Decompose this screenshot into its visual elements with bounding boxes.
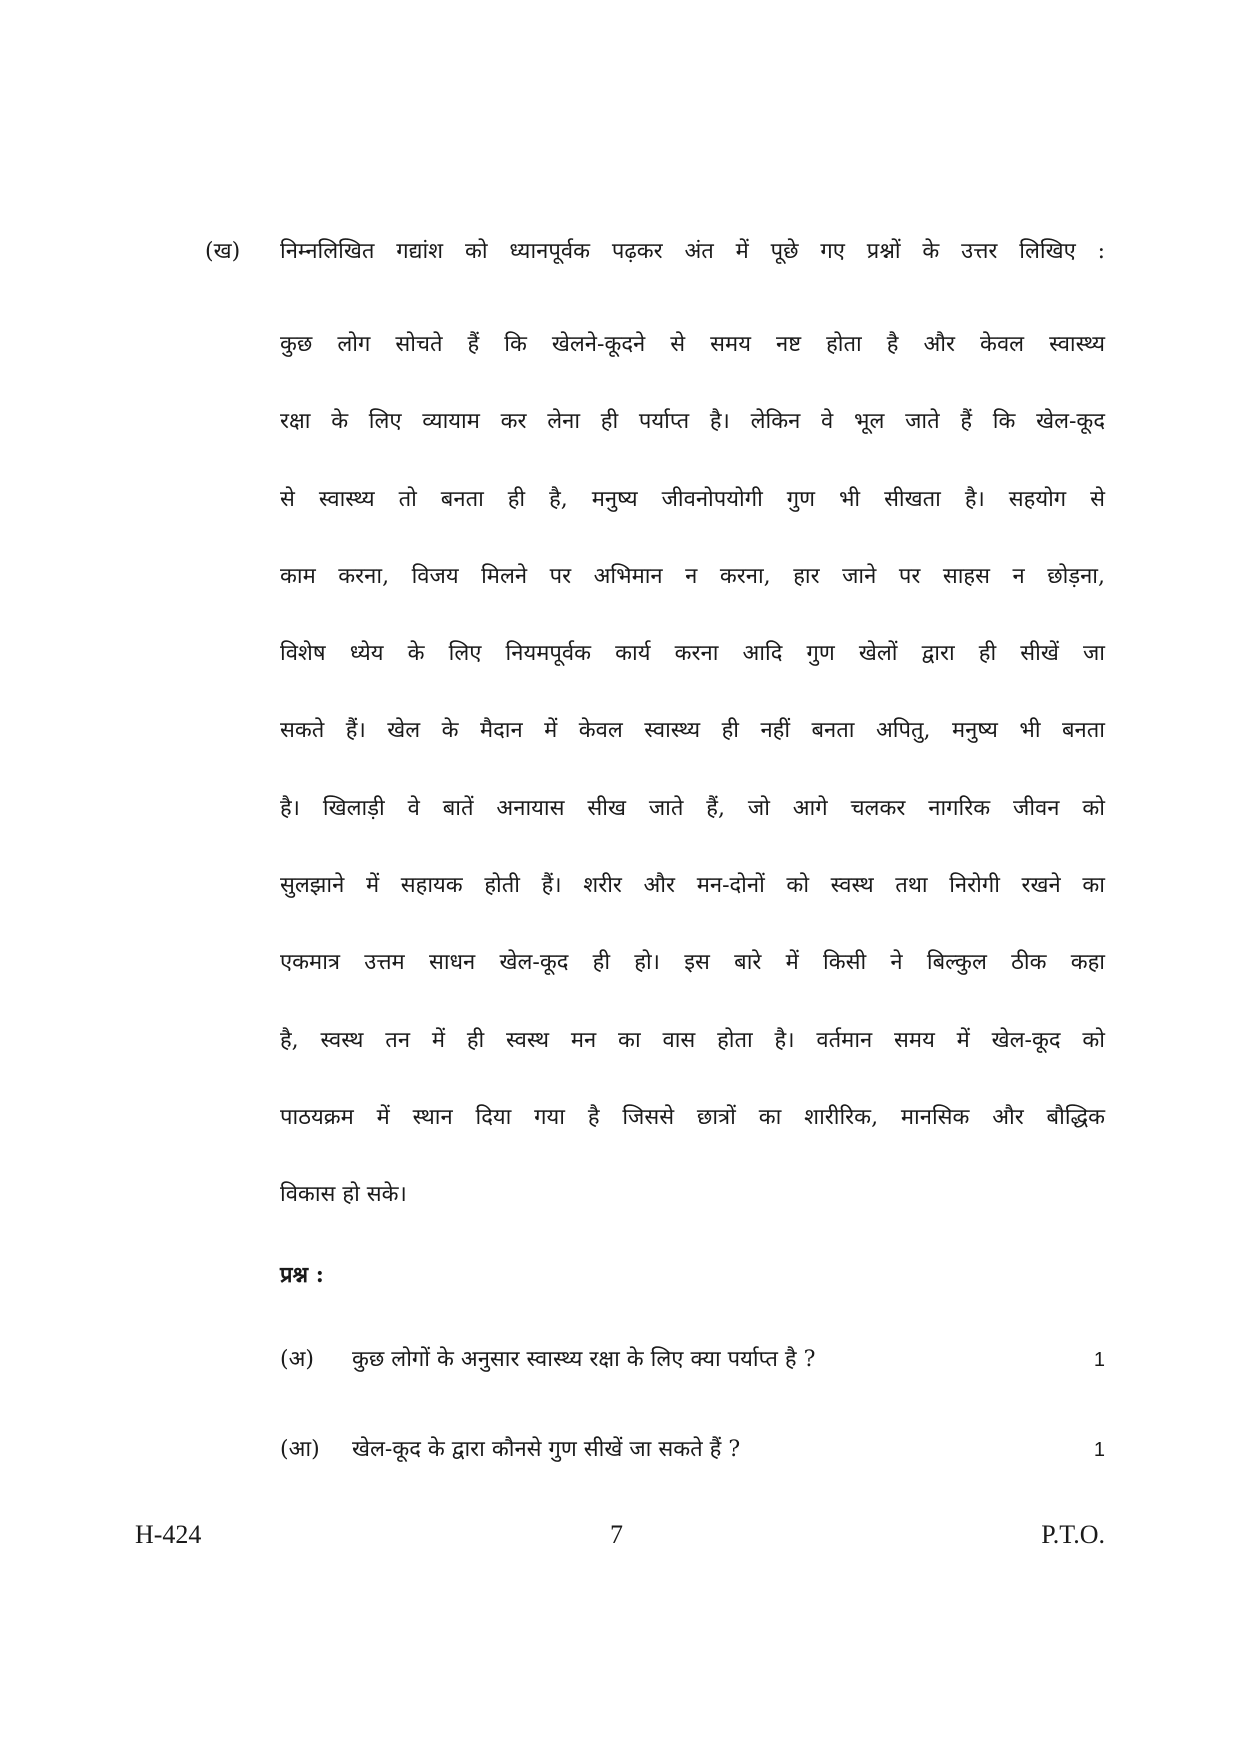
question-text: खेल-कूद के द्वारा कौनसे गुण सीखें जा सकते हैं ? <box>352 1437 741 1462</box>
passage-line: विकास हो सके। <box>280 1182 407 1208</box>
passage-line: काम करना, विजय मिलने पर अभिमान न करना, हार जाने पर साहस न छोड़ना, <box>280 563 1105 589</box>
paper-code: H-424 <box>135 1520 202 1549</box>
question-marks: 1 <box>1093 1439 1105 1461</box>
question-text: कुछ लोगों के अनुसार स्वास्थ्य रक्षा के लिए क्या पर्याप्त है ? <box>352 1347 816 1372</box>
passage-line: कुछ लोग सोचते हैं कि खेलने-कूदने से समय नष्ट होता है और केवल स्वास्थ्य <box>280 332 1105 357</box>
questions-title: प्रश्न : <box>280 1262 324 1288</box>
question-marks: 1 <box>1093 1349 1105 1371</box>
passage-line: सकते हैं। खेल के मैदान में केवल स्वास्थ्य ही नहीं बनता अपितु, मनुष्य भी बनता <box>280 718 1105 744</box>
pto-note: P.T.O. <box>1041 1520 1105 1549</box>
passage-line: से स्वास्थ्य तो बनता ही है, मनुष्य जीवनोपयोगी गुण भी सीखता है। सहयोग से <box>280 486 1105 512</box>
passage-line: रक्षा के लिए व्यायाम कर लेना ही पर्याप्त है। लेकिन वे भूल जाते हैं कि खेल-कूद <box>280 409 1105 435</box>
passage-line: पाठयक्रम में स्थान दिया गया है जिससे छात्रों का शारीरिक, मानसिक और बौद्धिक <box>280 1104 1105 1130</box>
question-label: (आ) <box>280 1437 320 1462</box>
question-item <box>280 1430 1105 1470</box>
passage-line: एकमात्र उत्तम साधन खेल-कूद ही हो। इस बारे में किसी ने बिल्कुल ठीक कहा <box>280 950 1105 976</box>
passage <box>280 325 1105 1253</box>
passage-line: है। खिलाड़ी वे बातें अनायास सीख जाते हैं, जो आगे चलकर नागरिक जीवन को <box>280 795 1105 821</box>
question-item <box>280 1340 1105 1380</box>
page-number: 7 <box>610 1520 623 1549</box>
section-label: (ख) <box>205 239 241 264</box>
passage-line: है, स्वस्थ तन में ही स्वस्थ मन का वास होता है। वर्तमान समय में खेल-कूद को <box>280 1027 1105 1053</box>
passage-line: सुलझाने में सहायक होती हैं। शरीर और मन-दोनों को स्वस्थ तथा निरोगी रखने का <box>280 873 1105 899</box>
section-instruction: निम्नलिखित गद्यांश को ध्यानपूर्वक पढ़कर अंत में पूछे गए प्रश्नों के उत्तर लिखिए : <box>280 239 1105 264</box>
question-label: (अ) <box>280 1347 314 1372</box>
passage-line: विशेष ध्येय के लिए नियमपूर्वक कार्य करना आदि गुण खेलों द्वारा ही सीखें जा <box>280 641 1105 667</box>
